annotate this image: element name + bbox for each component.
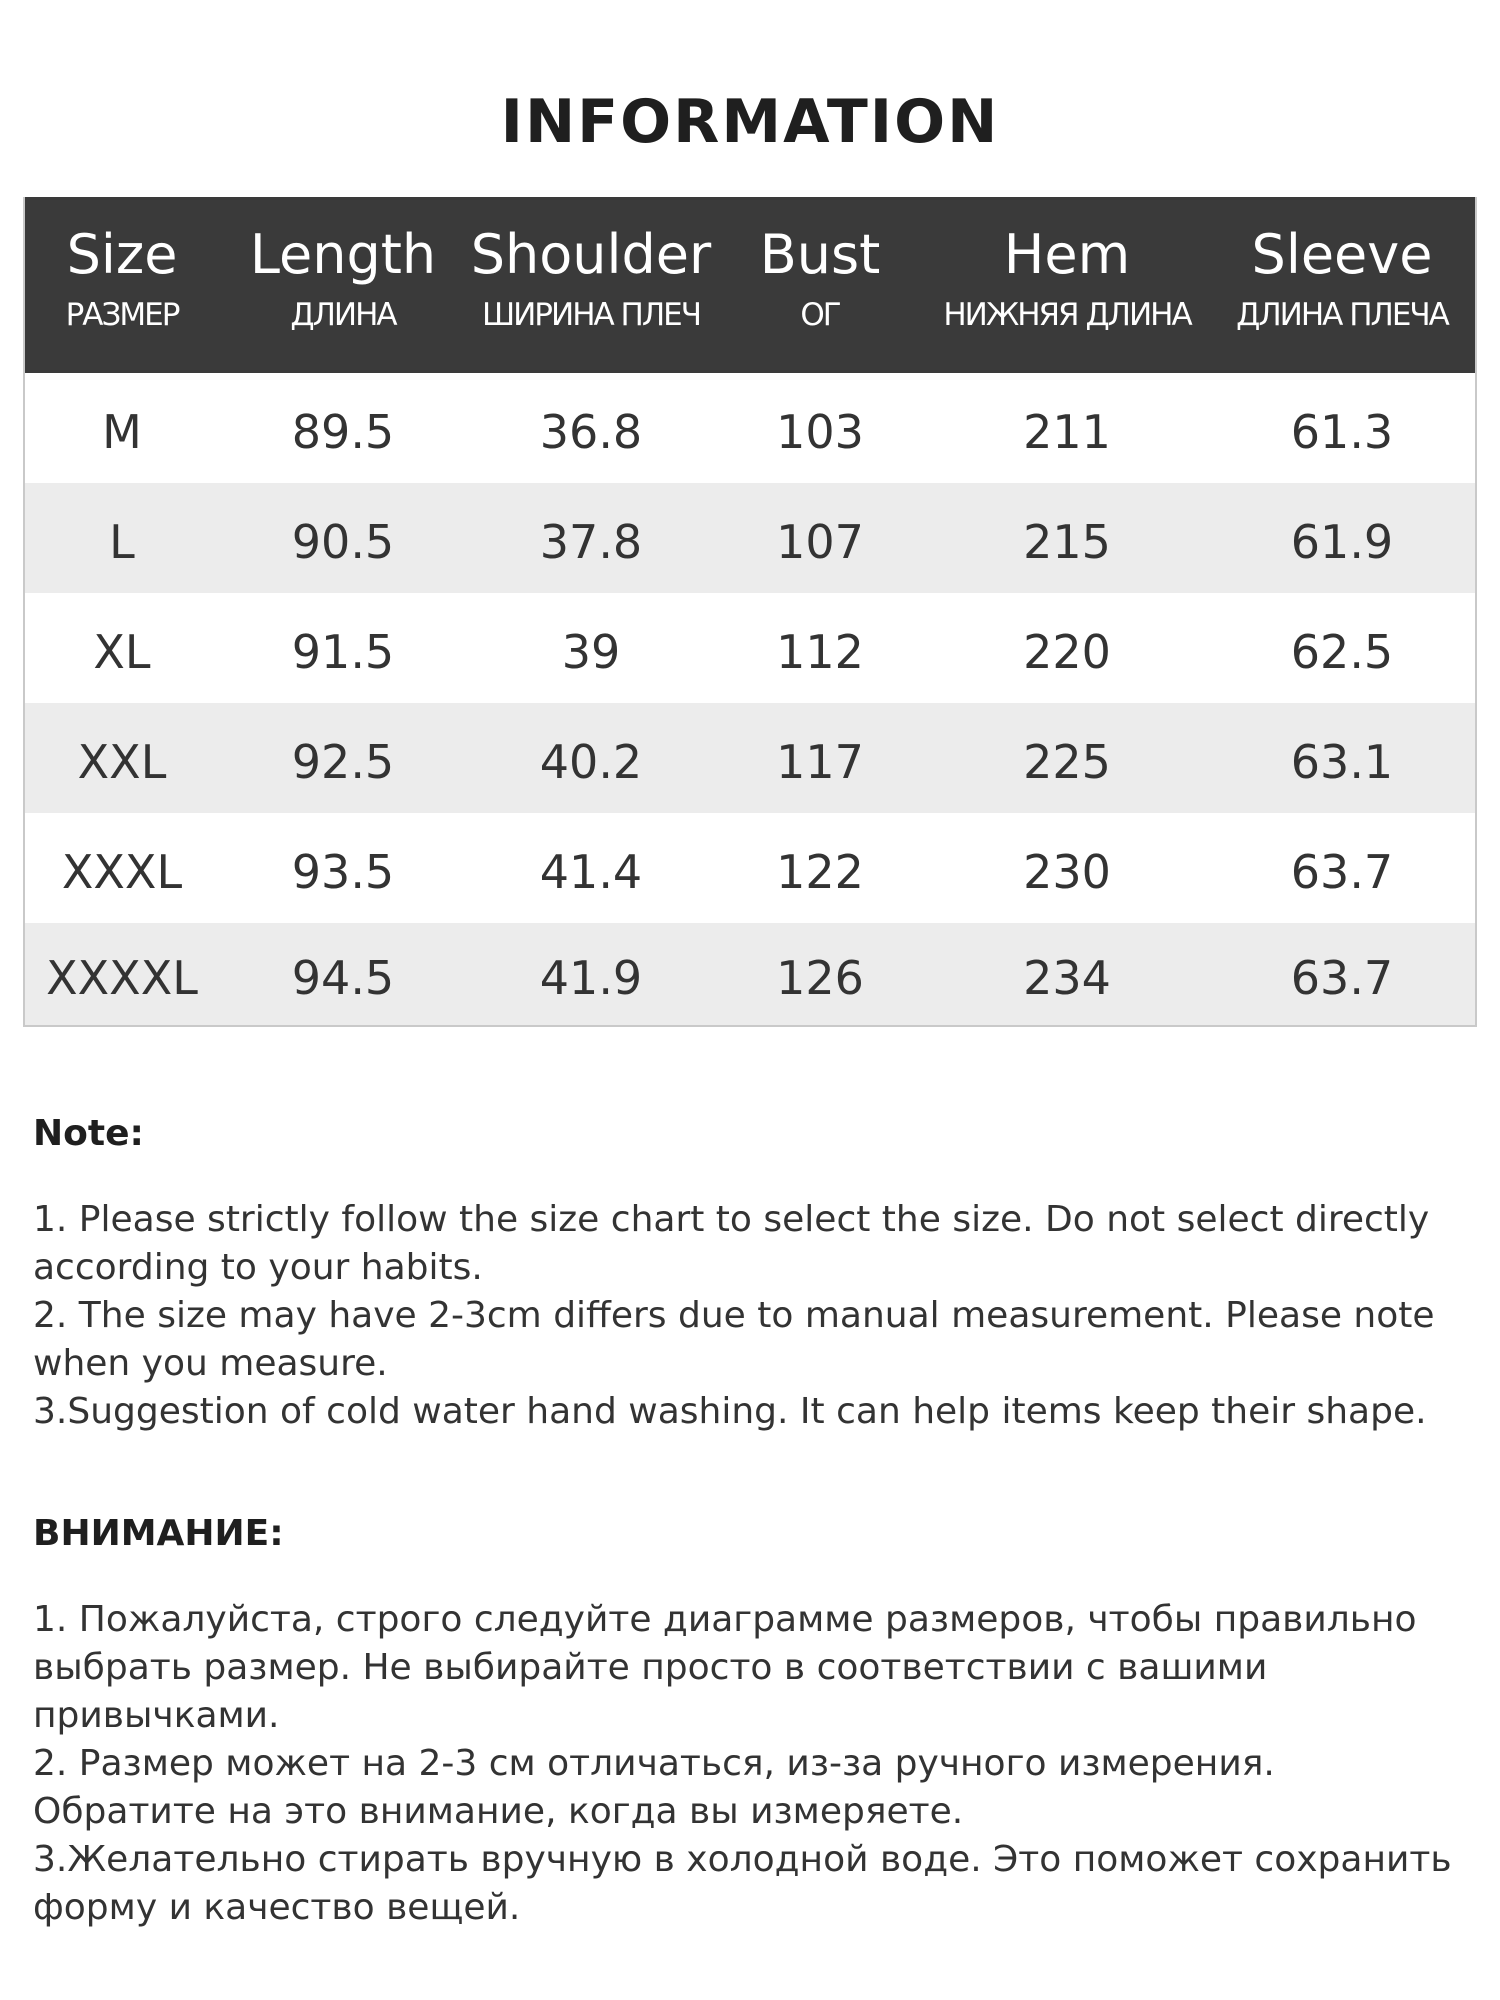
header-hem-ru: НИЖНЯЯ ДЛИНА	[943, 297, 1191, 333]
cell-sleeve: 61.9	[1290, 515, 1394, 569]
cell-size: M	[102, 405, 142, 459]
list-item: 3.Желательно стирать вручную в холодной воде. Это поможет сохранить форму и качество вещей.	[33, 1839, 1452, 1928]
cell-shoulder: 40.2	[539, 735, 643, 789]
header-shoulder-en: Shoulder	[470, 223, 712, 286]
cell-shoulder: 37.8	[539, 515, 643, 569]
cell-length: 94.5	[291, 951, 395, 1005]
table-row	[25, 703, 1475, 813]
cell-size: L	[109, 515, 135, 569]
note-ru-heading: ВНИМАНИЕ:	[33, 1513, 284, 1554]
note-ru-list	[33, 1596, 1453, 1932]
header-sleeve-ru: ДЛИНА ПЛЕЧА	[1236, 297, 1448, 333]
header-length	[219, 197, 467, 373]
cell-length: 93.5	[291, 845, 395, 899]
cell-shoulder: 36.8	[539, 405, 643, 459]
table-row	[25, 483, 1475, 593]
cell-shoulder: 41.4	[539, 845, 643, 899]
cell-hem: 225	[1023, 735, 1111, 789]
header-size	[25, 197, 219, 373]
cell-hem: 215	[1023, 515, 1111, 569]
header-sleeve	[1209, 197, 1475, 373]
header-sleeve-en: Sleeve	[1251, 223, 1433, 286]
header-bust-ru: ОГ	[800, 297, 840, 333]
header-size-en: Size	[66, 223, 178, 286]
note-en-section	[33, 1110, 1453, 1436]
table-row	[25, 813, 1475, 923]
header-hem	[925, 197, 1209, 373]
cell-size: XXXL	[61, 845, 183, 899]
header-length-ru: ДЛИНА	[290, 297, 396, 333]
cell-bust: 126	[776, 951, 864, 1005]
header-length-en: Length	[249, 223, 437, 286]
cell-sleeve: 63.7	[1290, 951, 1394, 1005]
note-ru-section	[33, 1510, 1453, 1932]
table-row	[25, 373, 1475, 483]
cell-shoulder: 39	[561, 625, 621, 679]
list-item: 2. Размер может на 2-3 см отличаться, из-за ручного измерения. Обратите на это внимание, когда вы измеряете.	[33, 1743, 1275, 1832]
list-item: 3.Suggestion of cold water hand washing. It can help items keep their shape.	[33, 1391, 1427, 1432]
header-bust	[715, 197, 925, 373]
cell-length: 92.5	[291, 735, 395, 789]
cell-size: XXL	[77, 735, 167, 789]
note-en-list	[33, 1196, 1453, 1436]
header-shoulder	[467, 197, 715, 373]
cell-shoulder: 41.9	[539, 951, 643, 1005]
header-size-ru: РАЗМЕР	[65, 297, 179, 333]
cell-sleeve: 61.3	[1290, 405, 1394, 459]
cell-bust: 107	[776, 515, 864, 569]
cell-bust: 112	[776, 625, 864, 679]
cell-hem: 220	[1023, 625, 1111, 679]
cell-bust: 117	[776, 735, 864, 789]
cell-bust: 103	[776, 405, 864, 459]
header-bust-en: Bust	[759, 223, 881, 286]
cell-sleeve: 63.7	[1290, 845, 1394, 899]
note-en-heading: Note:	[33, 1113, 144, 1154]
table-row	[25, 923, 1475, 1025]
cell-hem: 230	[1023, 845, 1111, 899]
header-shoulder-ru: ШИРИНА ПЛЕЧ	[481, 297, 701, 333]
size-chart-table	[23, 197, 1477, 1027]
cell-hem: 234	[1023, 951, 1111, 1005]
cell-length: 89.5	[291, 405, 395, 459]
list-item: 2. The size may have 2-3cm differs due to manual measurement. Please note when you measure.	[33, 1295, 1435, 1384]
table-row	[25, 593, 1475, 703]
cell-sleeve: 62.5	[1290, 625, 1394, 679]
list-item: 1. Please strictly follow the size chart to select the size. Do not select directly according to your habits.	[33, 1199, 1430, 1288]
cell-bust: 122	[776, 845, 864, 899]
cell-size: XL	[93, 625, 151, 679]
cell-length: 91.5	[291, 625, 395, 679]
cell-sleeve: 63.1	[1290, 735, 1394, 789]
cell-hem: 211	[1023, 405, 1111, 459]
cell-size: XXXXL	[46, 951, 198, 1005]
page-title: INFORMATION	[500, 87, 1000, 157]
header-hem-en: Hem	[1003, 223, 1131, 286]
list-item: 1. Пожалуйста, строго следуйте диаграмме размеров, чтобы правильно выбрать размер. Не выбирайте просто в соответствии с вашими привычками.	[33, 1599, 1417, 1736]
cell-length: 90.5	[291, 515, 395, 569]
table-header	[25, 197, 1475, 373]
